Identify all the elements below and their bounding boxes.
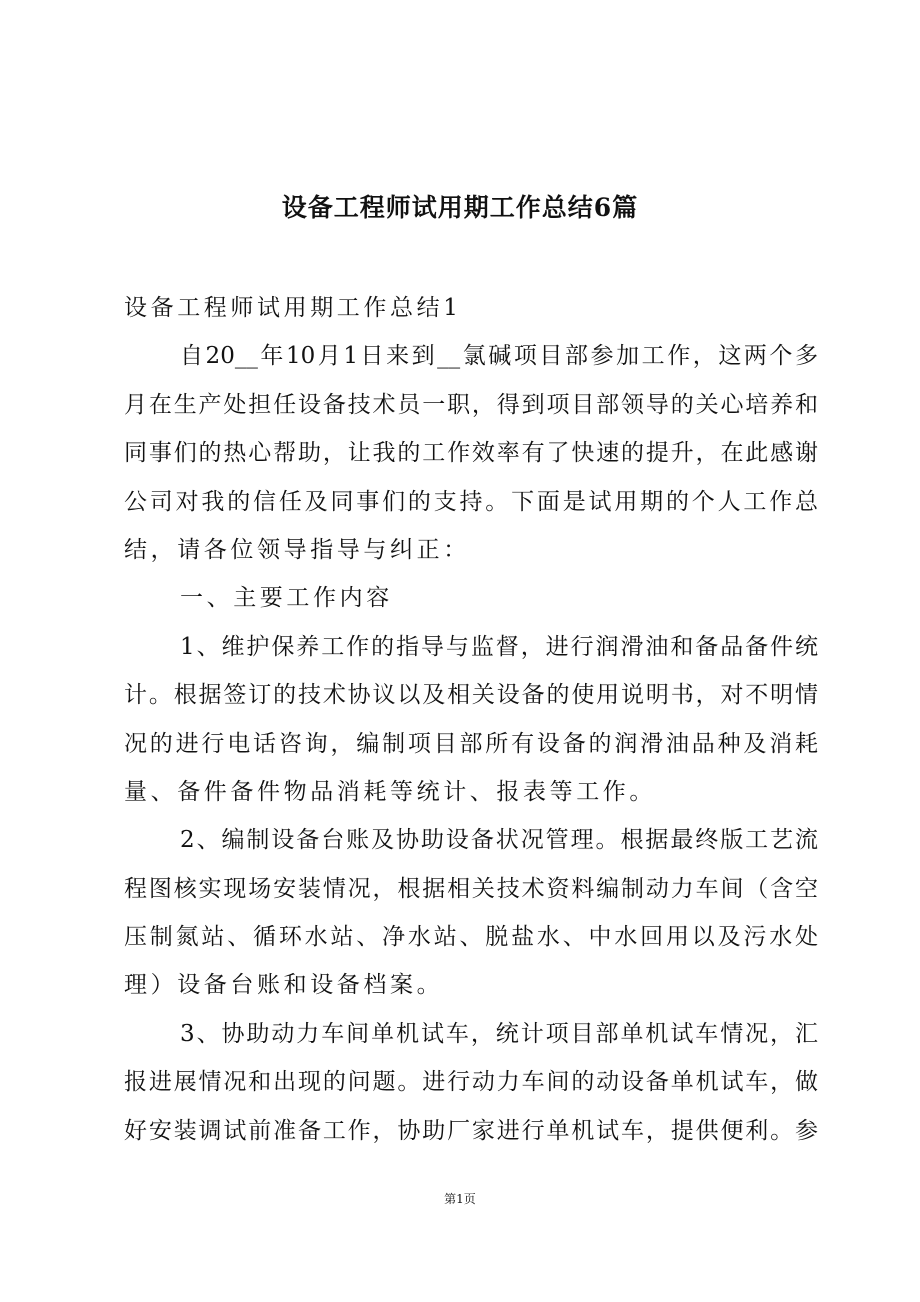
paragraph xyxy=(124,332,818,574)
paragraph xyxy=(124,816,818,1010)
text-line: 自20__年10月1日来到__氯碱项目部参加工作，这两个多 xyxy=(180,343,818,370)
paragraphs xyxy=(124,332,818,1155)
text-line: 计。根据签订的技术协议以及相关设备的使用说明书，对不明情 xyxy=(124,682,818,709)
text-line: 同事们的热心帮助，让我的工作效率有了快速的提升，在此感谢 xyxy=(124,440,818,467)
section-heading: 设备工程师试用期工作总结1 xyxy=(124,295,462,321)
document-title: 设备工程师试用期工作总结6篇 xyxy=(281,193,639,222)
text-line: 理）设备台账和设备档案。 xyxy=(124,972,444,999)
text-line: 结，请各位领导指导与纠正： xyxy=(124,536,470,563)
paragraph xyxy=(124,574,818,622)
text-line: 量、备件备件物品消耗等统计、报表等工作。 xyxy=(124,778,656,805)
text-line: 报进展情况和出现的问题。进行动力车间的动设备单机试车，做 xyxy=(124,1069,818,1096)
paragraph xyxy=(124,623,818,817)
text-line: 月在生产处担任设备技术员一职，得到项目部领导的关心培养和 xyxy=(124,391,818,418)
text-line: 压制氮站、循环水站、净水站、脱盐水、中水回用以及污水处 xyxy=(124,924,818,951)
document-body xyxy=(124,284,818,1155)
text-line: 一、主要工作内容 xyxy=(180,585,393,612)
text-line: 公司对我的信任及同事们的支持。下面是试用期的个人工作总 xyxy=(124,488,818,515)
text-line: 程图核实现场安装情况，根据相关技术资料编制动力车间（含空 xyxy=(124,875,818,902)
page-number: 第1页 xyxy=(444,1192,476,1206)
text-line: 况的进行电话咨询，编制项目部所有设备的润滑油品种及消耗 xyxy=(124,730,818,757)
text-line: 好安装调试前准备工作，协助厂家进行单机试车，提供便利。参 xyxy=(124,1117,818,1144)
text-line: 2、编制设备台账及协助设备状况管理。根据最终版工艺流 xyxy=(180,827,818,854)
text-line: 3、协助动力车间单机试车，统计项目部单机试车情况，汇 xyxy=(180,1020,818,1047)
text-line: 1、维护保养工作的指导与监督，进行润滑油和备品备件统 xyxy=(180,633,818,660)
paragraph xyxy=(124,1010,818,1155)
